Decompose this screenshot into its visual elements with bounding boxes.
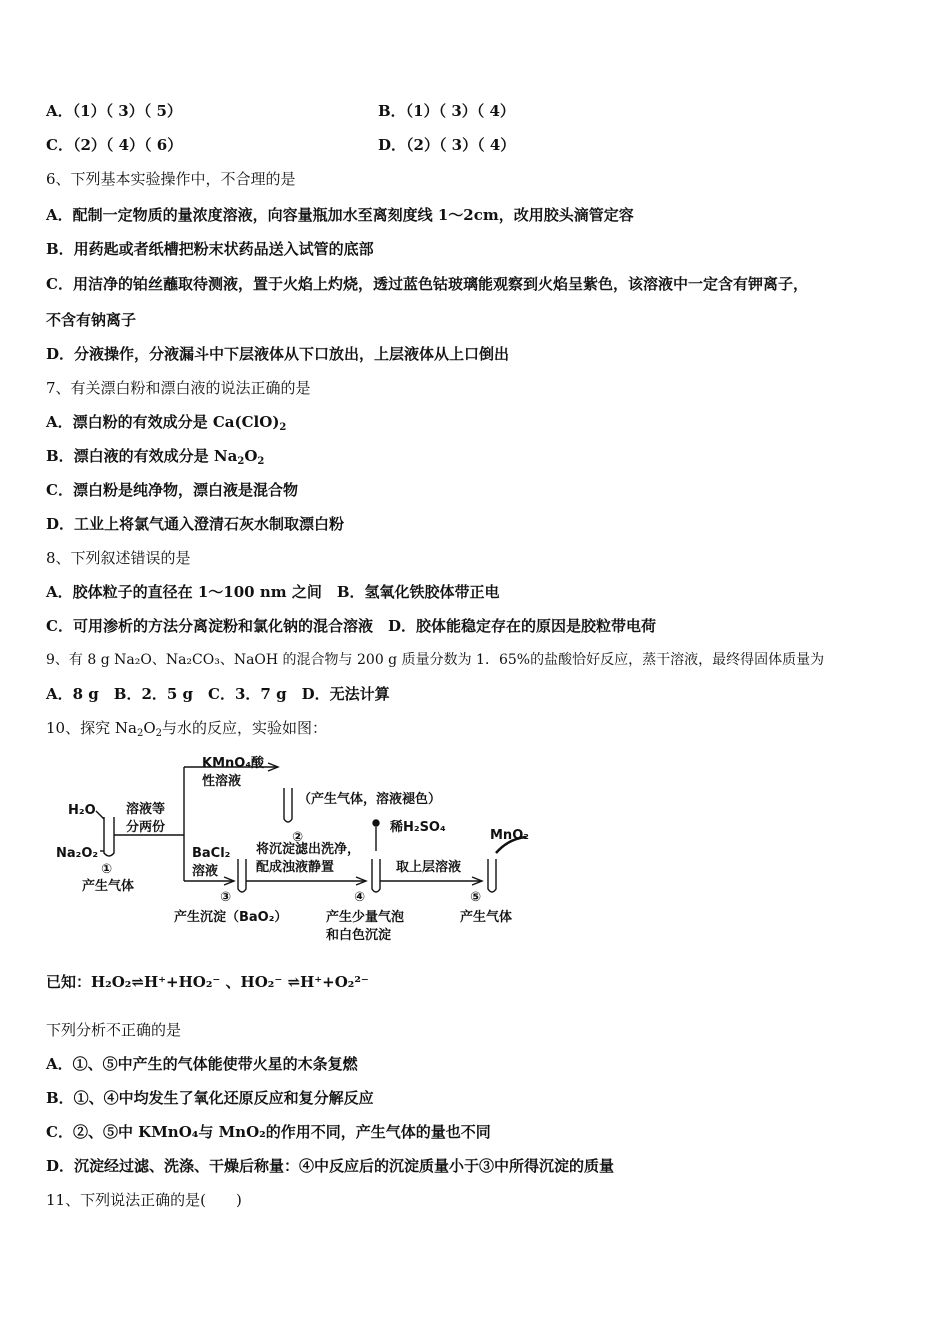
tube3-number: ③ <box>220 890 232 905</box>
split-label-1: 溶液等 <box>126 802 166 817</box>
q6-option-a: A．配制一定物质的量浓度溶液，向容量瓶加水至离刻度线 1～2cm，改用胶头滴管定容 <box>46 206 634 224</box>
split-label-2: 分两份 <box>126 820 166 835</box>
bacl2-label-1: BaCl₂ <box>192 846 231 861</box>
q7-option-c: C．漂白粉是纯净物，漂白液是混合物 <box>46 481 298 499</box>
tube2-result: （产生气体，溶液褪色） <box>298 792 442 807</box>
tube5-result: 产生气体 <box>460 910 513 925</box>
q6-option-d: D．分液操作，分液漏斗中下层液体从下口放出，上层液体从上口倒出 <box>46 345 510 363</box>
q5-option-b: B．（1）（ 3）（ 4） <box>378 102 515 120</box>
wash-label-1: 将沉淀滤出洗净， <box>256 842 361 857</box>
q10-option-d: D．沉淀经过滤、洗涤、干燥后称量：④中反应后的沉淀质量小于③中所得沉淀的质量 <box>46 1157 615 1175</box>
mno2-label: MnO₂ <box>490 828 529 843</box>
q7-option-b: B．漂白液的有效成分是 $Na_2O_2$ <box>46 447 265 467</box>
tube3-result: 产生沉淀（BaO₂） <box>174 910 288 925</box>
tube1-result: 产生气体 <box>82 879 135 894</box>
q7-option-a: A．漂白粉的有效成分是 $Ca(ClO)_2$ <box>46 413 287 433</box>
kmno4-label-2: 性溶液 <box>202 774 242 789</box>
bacl2-label-2: 溶液 <box>192 864 219 879</box>
wash-label-2: 配成浊液静置 <box>256 860 335 875</box>
q9-stem: 9、有 8 g Na₂O、Na₂CO₃、NaOH 的混合物与 200 g 质量分数为 1．65%的盐酸恰好反应，蒸干溶液，最终得固体质量为 <box>46 652 825 668</box>
h2so4-label: 稀H₂SO₄ <box>390 820 446 835</box>
q10-known: 已知：H₂O₂⇌H⁺+HO₂⁻ 、HO₂⁻ ⇌H⁺+O₂²⁻ <box>46 973 369 991</box>
test-tube-5 <box>488 859 496 892</box>
q8-stem: 8、下列叙述错误的是 <box>46 549 191 567</box>
q10-option-b: B．①、④中均发生了氧化还原反应和复分解反应 <box>46 1089 374 1107</box>
q9-options: A．8 g B．2．5 g C．3．7 g D．无法计算 <box>46 685 390 703</box>
q8-options-cd: C．可用渗析的方法分离淀粉和氯化钠的混合溶液 D．胶体能稳定存在的原因是胶粒带电荷 <box>46 617 656 635</box>
q10-option-a: A．①、⑤中产生的气体能使带火星的木条复燃 <box>46 1055 358 1073</box>
experiment-diagram <box>56 755 536 950</box>
q6-option-b: B．用药匙或者纸槽把粉末状药品送入试管的底部 <box>46 240 374 258</box>
test-tube-2 <box>284 788 292 822</box>
arrow-h2o <box>96 811 104 819</box>
tube2-number: ② <box>292 830 304 845</box>
q5-option-d: D．（2）（ 3）（ 4） <box>378 136 516 154</box>
h2o-label: H₂O <box>68 803 96 818</box>
q10-option-c: C．②、⑤中 KMnO₄与 MnO₂的作用不同，产生气体的量也不同 <box>46 1123 491 1141</box>
q6-option-c: C．用洁净的铂丝蘸取待测液，置于火焰上灼烧，透过蓝色钴玻璃能观察到火焰呈紫色，该溶液中一定含有钾离子， <box>46 275 808 293</box>
tube4-result-1: 产生少量气泡 <box>326 910 405 925</box>
q5-option-a: A．（1）（ 3）（ 5） <box>46 102 182 120</box>
q11-stem: 11、下列说法正确的是( ) <box>46 1191 242 1209</box>
q10-stem: 10、探究 $Na_2O_2$与水的反应，实验如图： <box>46 719 328 739</box>
tube4-result-2: 和白色沉淀 <box>326 928 392 943</box>
upper-layer-label: 取上层溶液 <box>396 860 462 875</box>
q8-options-ab: A．胶体粒子的直径在 1～100 nm 之间 B．氢氧化铁胶体带正电 <box>46 583 500 601</box>
q7-stem: 7、有关漂白粉和漂白液的说法正确的是 <box>46 379 311 397</box>
q6-option-c-continued: 不含有钠离子 <box>46 311 137 329</box>
na2o2-label: Na₂O₂ <box>56 846 99 861</box>
test-tube-1 <box>104 817 114 856</box>
kmno4-label-1: KMnO₄酸 <box>202 756 265 771</box>
test-tube-4 <box>372 859 380 892</box>
tube5-number: ⑤ <box>470 890 482 905</box>
q10-ask: 下列分析不正确的是 <box>46 1021 182 1039</box>
tube1-number: ① <box>101 862 113 877</box>
q6-stem: 6、下列基本实验操作中，不合理的是 <box>46 170 296 188</box>
q7-option-d: D．工业上将氯气通入澄清石灰水制取漂白粉 <box>46 515 345 533</box>
q5-option-c: C．（2）（ 4）（ 6） <box>46 136 183 154</box>
test-tube-3 <box>238 859 246 892</box>
tube4-number: ④ <box>354 890 366 905</box>
